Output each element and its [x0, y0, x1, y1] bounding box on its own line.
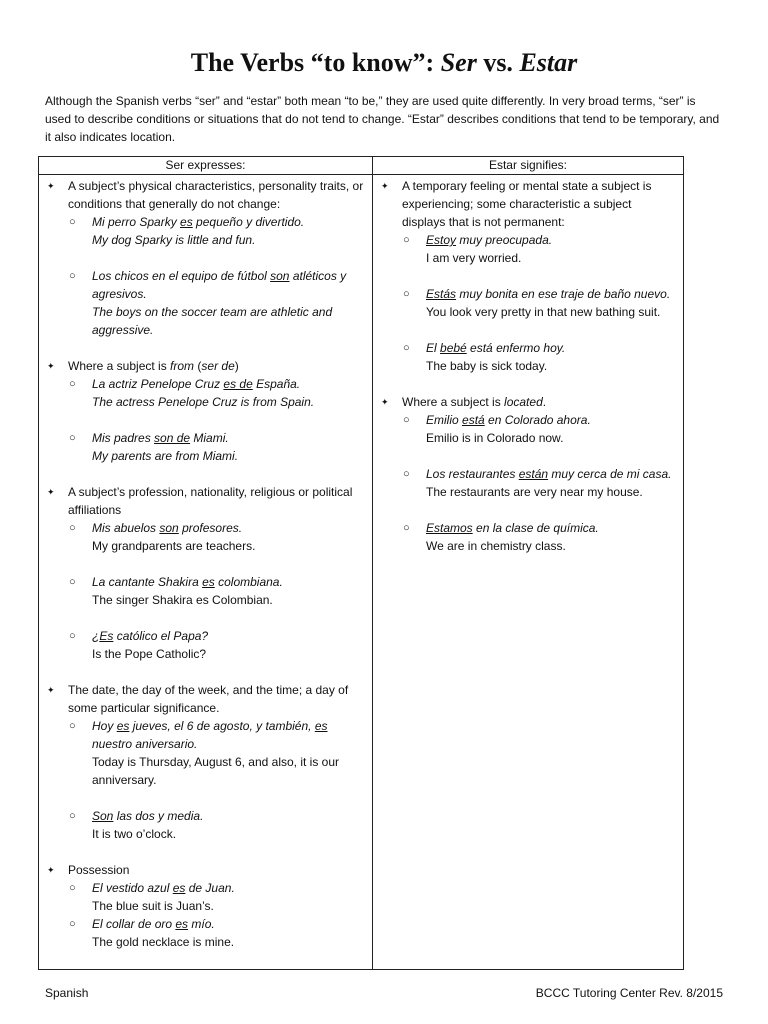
circle-bullet-icon: ○ — [403, 234, 410, 246]
circle-bullet-icon: ○ — [69, 378, 76, 390]
example-item: ○ Mis padres son de Miami. My parents are from Miami. — [69, 431, 239, 463]
bullet-icon: ✦ — [47, 361, 55, 371]
example-item: ○ El bebé está enfermo hoy. The baby is sick today. — [403, 341, 566, 373]
bullet-icon: ✦ — [381, 397, 389, 407]
ser-bullet-possession: ✦ Possession — [47, 863, 130, 877]
estar-bullet-temporary: ✦ A temporary feeling or mental state a subject is experiencing; some characteristic a subject displays that is not permanent: — [381, 179, 652, 229]
footer-subject: Spanish — [45, 986, 89, 1000]
ser-column — [39, 175, 373, 970]
example-item: ○ Estoy muy preocupada. I am very worried. — [403, 233, 553, 265]
estar-bullet-location: ✦ Where a subject is located. — [381, 395, 547, 409]
bullet-icon: ✦ — [47, 487, 55, 497]
example-item: ○ El vestido azul es de Juan. The blue suit is Juan’s. — [69, 881, 235, 913]
example-item: ○ Los restaurantes están muy cerca de mi casa. The restaurants are very near my house. — [403, 467, 672, 499]
example-item: ○ La actriz Penelope Cruz es de España. The actress Penelope Cruz is from Spain. — [69, 377, 315, 409]
example-item: ○ La cantante Shakira es colombiana. The singer Shakira es Colombian. — [69, 575, 283, 607]
circle-bullet-icon: ○ — [403, 522, 410, 534]
bullet-icon: ✦ — [47, 685, 55, 695]
circle-bullet-icon: ○ — [403, 288, 410, 300]
circle-bullet-icon: ○ — [69, 432, 76, 444]
bullet-icon: ✦ — [47, 865, 55, 875]
example-item: ○ Emilio está en Colorado ahora. Emilio is in Colorado now. — [403, 413, 591, 445]
example-item: ○ El collar de oro es mío. The gold necklace is mine. — [69, 917, 235, 949]
circle-bullet-icon: ○ — [403, 414, 410, 426]
circle-bullet-icon: ○ — [69, 720, 76, 732]
circle-bullet-icon: ○ — [403, 342, 410, 354]
bullet-icon: ✦ — [381, 181, 389, 191]
footer-revision: BCCC Tutoring Center Rev. 8/2015 — [535, 986, 723, 1000]
circle-bullet-icon: ○ — [69, 216, 76, 228]
page-title: The Verbs “to know”: Ser vs. Estar — [190, 48, 578, 77]
bullet-icon: ✦ — [47, 181, 55, 191]
estar-column-header: Estar signifies: — [373, 157, 684, 175]
intro-paragraph: Although the Spanish verbs “ser” and “estar” both mean “to be,” they are used quite differently. In very broad terms, “ser” is used to describe conditions or situations that do not tend to change. “Estar” describes conditions that tend to be temporary, and it also indicates location. — [45, 94, 720, 144]
circle-bullet-icon: ○ — [69, 918, 76, 930]
example-item: ○ Son las dos y media. It is two o’clock. — [69, 809, 204, 841]
circle-bullet-icon: ○ — [69, 882, 76, 894]
example-item: ○ Estás muy bonita en ese traje de baño nuevo. You look very pretty in that new bathing suit. — [403, 287, 671, 319]
ser-bullet-date-time: ✦ The date, the day of the week, and the time; a day of some particular significance. — [47, 683, 349, 715]
circle-bullet-icon: ○ — [69, 630, 76, 642]
comparison-table — [38, 156, 684, 970]
example-item: ○ ¿Es católico el Papa? Is the Pope Catholic? — [69, 629, 209, 661]
circle-bullet-icon: ○ — [69, 522, 76, 534]
ser-column-header: Ser expresses: — [39, 157, 373, 175]
circle-bullet-icon: ○ — [69, 810, 76, 822]
example-item: ○ Mis abuelos son profesores. My grandparents are teachers. — [69, 521, 256, 553]
circle-bullet-icon: ○ — [69, 576, 76, 588]
circle-bullet-icon: ○ — [403, 468, 410, 480]
example-item: ○ Hoy es jueves, el 6 de agosto, y también, es nuestro aniversario. Today is Thursday, August 6, and also, it is our anniversary. — [69, 719, 340, 787]
ser-bullet-profession: ✦ A subject’s profession, nationality, religious or political affiliations — [47, 485, 353, 517]
example-item: ○ Los chicos en el equipo de fútbol son atléticos y agresivos. The boys on the soccer team are athletic and aggressive. — [69, 269, 347, 337]
estar-column — [373, 175, 684, 970]
circle-bullet-icon: ○ — [69, 270, 76, 282]
ser-bullet-characteristics: ✦ A subject’s physical characteristics, personality traits, or conditions that generally do not change: — [47, 179, 364, 211]
example-item: ○ Estamos en la clase de química. We are in chemistry class. — [403, 521, 599, 553]
ser-bullet-origin: ✦ Where a subject is from (ser de) — [47, 359, 239, 373]
example-item: ○ Mi perro Sparky es pequeño y divertido. My dog Sparky is little and fun. — [69, 215, 305, 247]
